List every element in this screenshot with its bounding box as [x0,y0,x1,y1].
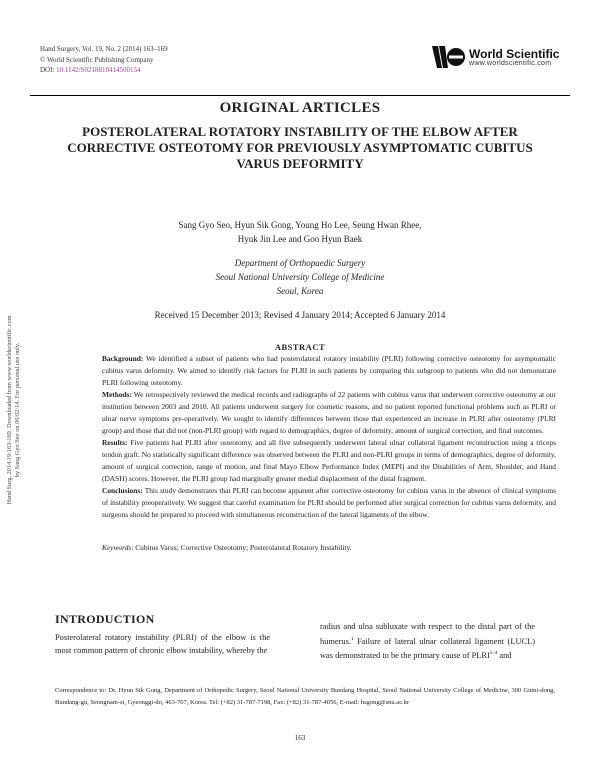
page-number: 163 [294,734,306,742]
affiliation-line: Seoul, Korea [276,286,324,296]
world-scientific-logo-icon [432,44,466,70]
download-notice-line: by Sang Gyo Seo on 06/02/14. For personal use only. [14,342,21,478]
abstract-results: Results: Five patients had PLRI after osteotomy, and all five subsequently underwent lateral ulnar collateral ligament reconstruction using a triceps tendon graft. No statistically significant difference was observed between the PLRI and non-PLRI groups in terms of demographics, degree of deformity, amount of surgical correction, range of motion, and final Mayo Elbow Performance Index (MEPI) and the Disabilities of Arm, Shoulder, and Hand (DASH) scores. However, the PLRI group had marginally greater medial displacement of the distal fragment. [102,438,556,483]
introduction-heading: INTRODUCTION [55,612,155,626]
received-dates: Received 15 December 2013; Revised 4 January 2014; Accepted 6 January 2014 [154,310,446,320]
header-rule [30,95,570,96]
logo-url: www.worldscientific.com [469,59,552,67]
logo-name: World Scientific [469,46,560,61]
publisher-logo [432,44,559,70]
article-title: POSTEROLATERAL ROTATORY INSTABILITY OF THE ELBOW AFTER CORRECTIVE OSTEOTOMY FOR PREVIOUSLY ASYMPTOMATIC CUBITUS VARUS DEFORMITY [67,124,533,171]
doi-label: DOI: [40,66,57,74]
abstract-body [102,353,556,521]
correspondence-footnote: Correspondence to: Dr. Hyun Sik Gong, Department of Orthopedic Surgery, Seoul National University Bundang Hospital, Seoul National University College of Medicine, 300 Gumi-dong, Bundang-gu, Seongnam-si, Gyeonggi-do, 463-707, Korea. Tel: (+82) 31-787-7198, Fax: (+82) 31-787-4056, E-mail: hsgong@snu.ac.kr [55,687,555,706]
affiliation-line: Seoul National University College of Medicine [215,272,385,282]
download-notice-line: Hand Surg. 2014.19:163-169. Downloaded from www.worldscientific.com [6,315,13,505]
keywords: Keywords: Cubitus Varus; Corrective Osteotomy; Posterolateral Rotatory Instability. [102,543,352,552]
author-line: Hyuk Jin Lee and Goo Hyun Baek [237,234,363,244]
doi-link[interactable]: 10.1142/S0218810414500154 [56,66,141,74]
author-line: Sang Gyo Seo, Hyun Sik Gong, Young Ho Lee, Seung Hwan Rhee, [178,220,422,230]
abstract-conclusions: Conclusions: This study demonstrates that PLRI can become apparent after corrective osteotomy for cubitus varus in the absence of clinical symptoms of instability preoperatively. We suggest that careful examination for PLRI should be performed after surgical correction for cubitus varus deformity, and surgeons should be prepared to proceed with simultaneous reconstruction of the lateral ligaments of the elbow. [102,486,556,519]
abstract-background: Background: We identified a subset of patients who had posterolateral rotatory instability (PLRI) following corrective osteotomy for asymptomatic cubitus varus deformity. We aimed to identify risk factors for PLRI in such patients by comparing this subgroup to patients who did not demonstrate PLRI following osteotomy. [102,354,556,387]
section-heading: ORIGINAL ARTICLES [219,100,381,116]
introduction-column-2: radius and ulna subluxate with respect to the distal part of the humerus.$^1$ Failure of lateral ulnar collateral ligament (LUCL) was demonstrated to be the primary cause of PLRI$^{2-4}$ and [320,622,535,660]
copyright: © World Scientific Publishing Company [40,55,154,64]
abstract-methods: Methods: We retrospectively reviewed the medical records and radiographs of 22 patients with cubitus varus that underwent corrective osteotomy at our institution between 2003 and 2010. All patients underwent surgery for cosmetic reasons, and no patient reported functional problems such as PLRI or ulnar nerve symptoms pre-operatively. We sought to identify differences between those that experienced an increase in PLRI after osteotomy (PLRI group) and those that did not (non-PLRI group) with regard to demographics, degree of deformity, amount of surgical correction, and final outcomes. [102,390,556,435]
journal-header [40,44,168,76]
affiliation-line: Department of Orthopaedic Surgery [234,258,366,268]
journal-citation: Hand Surgery, Vol. 19, No. 2 (2014) 163–169 [40,45,168,53]
author-list [100,218,500,246]
abstract-heading: ABSTRACT [274,342,326,352]
affiliation [100,256,500,298]
introduction-column-1: Posterolateral rotatory instability (PLRI) of the elbow is the most common pattern of chronic elbow instability, whereby the [55,633,270,655]
